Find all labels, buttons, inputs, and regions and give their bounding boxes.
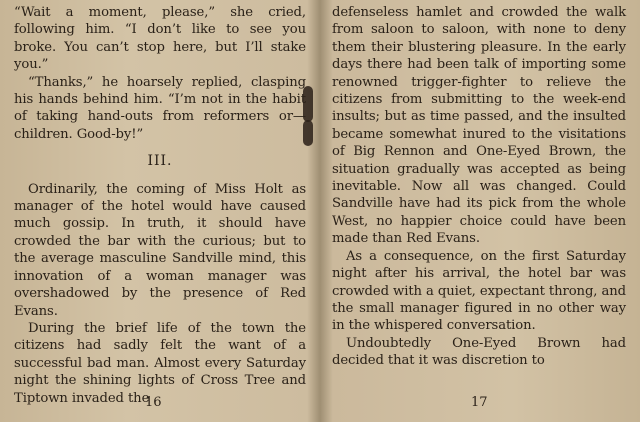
paragraph: Ordinarily, the coming of Miss Holt as manager of the hotel would have caused much gossip. In truth, it should have crowded the bar with the curious; but to the average masculine Sandville mind, this innovation of a woman manager was overshadowed by the presence of Red Evans. [14,181,306,319]
paragraph: As a consequence, on the first Saturday night after his arrival, the hotel bar was crowded with a quiet, expectant throng, and the small manager figured in no other way in the whispered conversation. [332,248,626,334]
page-number-left: 16 [145,395,162,410]
paragraph: “Wait a moment, please,” she cried, following him. “I don’t like to see you broke. You can’t stop here, but I’ll stake you.” [14,5,306,73]
page-number-right: 17 [471,395,488,410]
section-heading: III. [147,153,173,170]
paragraph: During the brief life of the town the citizens had sadly felt the want of a successful bad man. Almost every Saturday night the shining lights of Cross Tree and Tiptown invaded the [14,320,306,406]
right-page [332,4,626,370]
left-page [14,4,306,407]
paragraph: defenseless hamlet and crowded the walk from saloon to saloon, with none to deny them their blustering pleasure. In the early days there had been talk of importing some renowned trigger-fighter to relieve the citizens from submitting to the week-end insults; but as time passed, and the insulted became somewhat inured to the visitations of Big Rennon and One-Eyed Brown, the situation gradually was accepted as being inevitable. Now all was changed. Could Sandville have had its pick from the whole West, no happier choice could have been made than Red Evans. [332,5,626,247]
paragraph: Undoubtedly One-Eyed Brown had decided that it was discretion to [332,335,626,369]
paragraph: “Thanks,” he hoarsely replied, clasping his hands behind him. “I’m not in the habit of taking hand-outs from reformers or—children. Good-by!” [14,74,306,142]
